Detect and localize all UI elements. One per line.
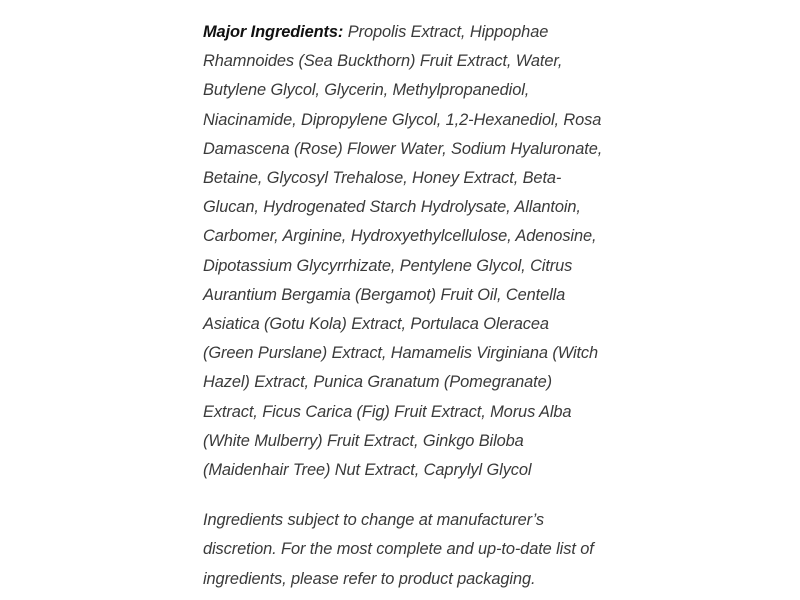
ingredients-section	[203, 18, 603, 594]
ingredients-paragraph	[203, 18, 603, 485]
ingredients-label: Major Ingredients:	[203, 23, 344, 41]
ingredients-disclaimer: Ingredients subject to change at manufacturer’s discretion. For the most complete and up-to-date list of ingredients, please refer to product packaging.	[203, 511, 594, 588]
ingredients-list: Propolis Extract, Hippophae Rhamnoides (Sea Buckthorn) Fruit Extract, Water, Butylene Glycol, Glycerin, Methylpropanediol, Niacinamide, Dipropylene Glycol, 1,2-Hexanediol, Rosa Damascena (Rose) Flower Water, Sodium Hyaluronate, Betaine, Glycosyl Trehalose, Honey Extract, Beta-Glucan, Hydrogenated Starch Hydrolysate, Allantoin, Carbomer, Arginine, Hydroxyethylcellulose, Adenosine, Dipotassium Glycyrrhizate, Pentylene Glycol, Citrus Aurantium Bergamia (Bergamot) Fruit Oil, Centella Asiatica (Gotu Kola) Extract, Portulaca Oleracea (Green Purslane) Extract, Hamamelis Virginiana (Witch Hazel) Extract, Punica Granatum (Pomegranate) Extract, Ficus Carica (Fig) Fruit Extract, Morus Alba (White Mulberry) Fruit Extract, Ginkgo Biloba (Maidenhair Tree) Nut Extract, Caprylyl Glycol	[203, 23, 603, 480]
